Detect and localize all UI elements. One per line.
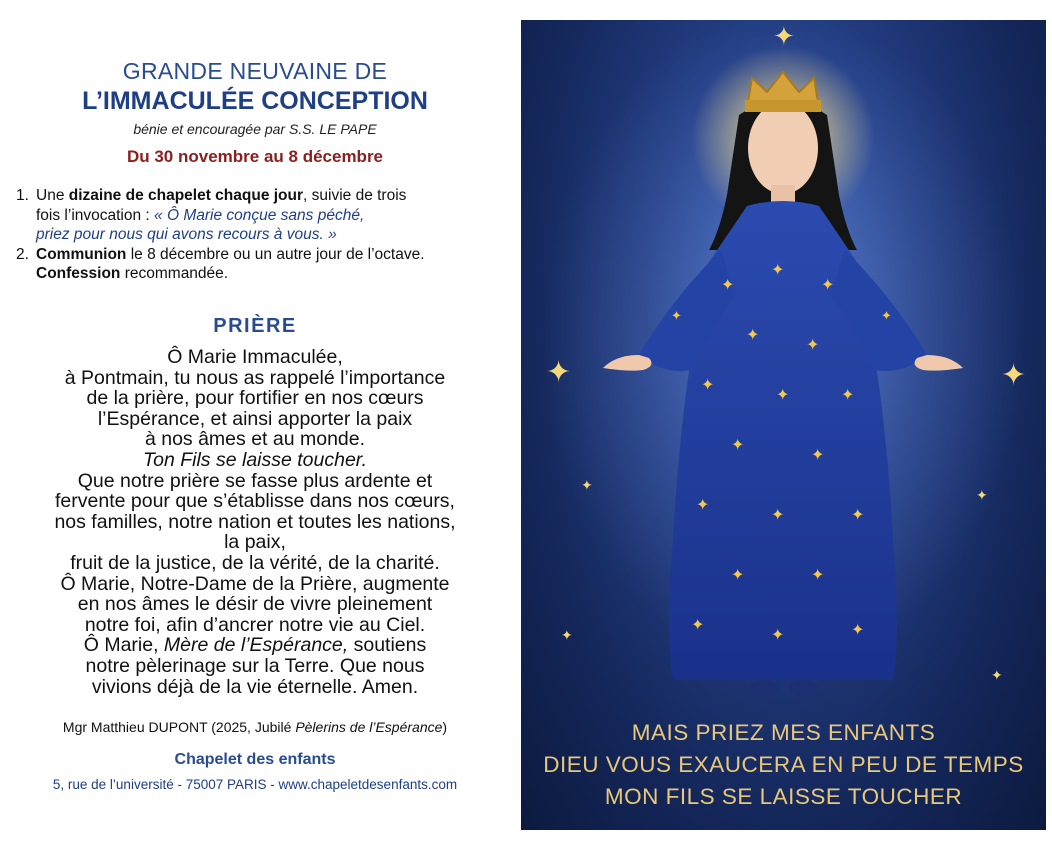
svg-text:✦: ✦ <box>776 385 790 404</box>
svg-text:✦: ✦ <box>1001 358 1027 393</box>
caption-line-3: MON FILS SE LAISSE TOUCHER <box>604 784 963 809</box>
svg-text:✦: ✦ <box>771 625 785 644</box>
publisher-name: Chapelet des enfants <box>174 751 336 768</box>
mary-figure-icon <box>521 20 1046 830</box>
list-item: 2. Communion le 8 décembre ou un autre jour de l’octave. Confession recommandée. <box>16 245 425 282</box>
svg-text:✦: ✦ <box>811 565 825 584</box>
svg-text:✦: ✦ <box>671 309 682 324</box>
svg-text:✦: ✦ <box>731 565 745 584</box>
title-line-2: L’IMMACULÉE CONCEPTION <box>82 87 428 115</box>
date-range: Du 30 novembre au 8 décembre <box>126 147 384 166</box>
caption-line-1: MAIS PRIEZ MES ENFANTS <box>631 720 936 745</box>
svg-text:✦: ✦ <box>746 325 760 344</box>
caption-line-2: DIEU VOUS EXAUCERA EN PEU DE TEMPS <box>543 752 1024 777</box>
svg-text:✦: ✦ <box>771 260 785 279</box>
svg-text:✦: ✦ <box>721 275 735 294</box>
subtitle: bénie et encouragée par S.S. LE PAPE <box>133 121 377 137</box>
svg-text:✦: ✦ <box>811 445 825 464</box>
svg-text:✦: ✦ <box>701 375 715 394</box>
svg-text:✦: ✦ <box>976 488 988 504</box>
svg-text:✦: ✦ <box>696 495 710 514</box>
svg-text:✦: ✦ <box>561 628 573 644</box>
svg-text:✦: ✦ <box>881 309 892 324</box>
signature: Mgr Matthieu DUPONT (2025, Jubilé Pèlerins de l’Espérance) <box>62 719 448 735</box>
svg-text:✦: ✦ <box>841 385 855 404</box>
svg-text:✦: ✦ <box>546 355 572 390</box>
prayer-title: PRIÈRE <box>213 315 297 337</box>
instructions-list <box>16 186 496 284</box>
svg-text:✦: ✦ <box>771 505 785 524</box>
svg-text:✦: ✦ <box>991 668 1003 684</box>
svg-text:✦: ✦ <box>691 615 705 634</box>
svg-text:✦: ✦ <box>851 505 865 524</box>
prayer-text: Ô Marie Immaculée, à Pontmain, tu nous as rappelé l’importance de la prière, pour fortifier en nos cœurs l’Espérance, et ainsi apporter la paix à nos âmes et au monde. Ton Fils se laisse toucher. Que notre prière se fasse plus ardente et fervente pour que s’établisse dans nos cœurs, nos familles, notre nation et toutes les nations, la paix, fruit de la justice, de la vérité, de la charité. Ô Marie, Notre-Dame de la Prière, augmente en nos âmes le désir de vivre pleinement notre foi, afin d’ancrer notre vie au Ciel. Ô Marie, Mère de l’Espérance, soutiens notre pèlerinage sur la Terre. Que nous vivions déjà de la vie éternelle. Amen. <box>54 346 456 698</box>
title-line-1: GRANDE NEUVAINE DE <box>122 58 388 84</box>
svg-text:✦: ✦ <box>806 335 820 354</box>
svg-text:✦: ✦ <box>773 22 795 52</box>
prayer-card-text-panel <box>0 0 510 868</box>
list-item: 1. Une dizaine de chapelet chaque jour, suivie de trois fois l’invocation : « Ô Marie conçue sans péché, priez pour nous qui avons recours à vous. » <box>16 187 407 243</box>
svg-text:✦: ✦ <box>581 478 593 494</box>
svg-text:✦: ✦ <box>851 620 865 639</box>
svg-text:✦: ✦ <box>731 435 745 454</box>
virgin-mary-illustration <box>521 20 1046 830</box>
svg-text:✦: ✦ <box>821 275 835 294</box>
publisher-address: 5, rue de l’université - 75007 PARIS - www.chapeletdesenfants.com <box>52 777 458 792</box>
